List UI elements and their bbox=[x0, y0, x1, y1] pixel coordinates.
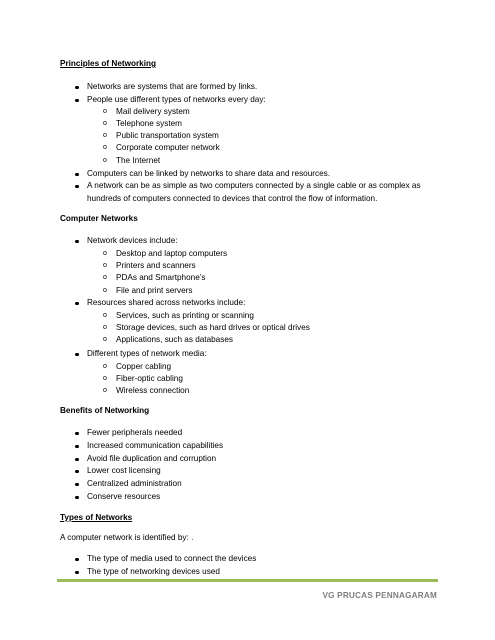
sub-bullet-item: o Applications, such as databases bbox=[116, 334, 233, 347]
heading-principles: Principles of Networking bbox=[60, 59, 156, 68]
bullet-item: The type of networking devices used bbox=[87, 566, 220, 579]
sub-bullet-item: o Desktop and laptop computers bbox=[116, 248, 227, 261]
bullet-item: Network devices include: bbox=[87, 235, 178, 248]
bullet-item: Increased communication capabilities bbox=[87, 440, 223, 453]
footer-text: VG PRUCAS PENNAGARAM bbox=[322, 591, 437, 600]
bullet-item: A network can be as simple as two computers connected by a single cable or as complex as hundreds of computers connected to devices that control the flow of information. bbox=[87, 180, 427, 205]
footer-divider bbox=[57, 579, 438, 582]
sub-bullet-item: o Copper cabling bbox=[116, 361, 171, 374]
bullet-item: People use different types of networks every day: bbox=[87, 94, 266, 107]
heading-types: Types of Networks bbox=[60, 513, 133, 522]
sub-bullet-item: o Mail delivery system bbox=[116, 106, 190, 119]
bullet-item: Networks are systems that are formed by links. bbox=[87, 81, 257, 94]
bullet-item: Different types of network media: bbox=[87, 348, 207, 361]
bullet-item: Conserve resources bbox=[87, 491, 160, 504]
sub-bullet-item: o Printers and scanners bbox=[116, 260, 196, 273]
sub-bullet-item: o The Internet bbox=[116, 155, 160, 168]
bullet-item: Computers can be linked by networks to share data and resources. bbox=[87, 168, 330, 181]
bullet-item: Resources shared across networks include: bbox=[87, 297, 245, 310]
bullet-item: Avoid file duplication and corruption bbox=[87, 453, 216, 466]
sub-bullet-item: o Services, such as printing or scanning bbox=[116, 310, 254, 323]
heading-benefits: Benefits of Networking bbox=[60, 406, 150, 415]
bullet-item: Centralized administration bbox=[87, 478, 182, 491]
intro-text: A computer network is identified by: . bbox=[60, 533, 194, 542]
sub-bullet-item: o Public transportation system bbox=[116, 130, 219, 143]
bullet-item: Lower cost licensing bbox=[87, 465, 161, 478]
sub-bullet-item: o Corporate computer network bbox=[116, 142, 220, 155]
heading-computer-networks: Computer Networks bbox=[60, 214, 138, 223]
sub-bullet-item: o Wireless connection bbox=[116, 385, 189, 398]
bullet-item: Fewer peripherals needed bbox=[87, 427, 182, 440]
sub-bullet-item: o File and print servers bbox=[116, 285, 192, 298]
sub-bullet-item: o Storage devices, such as hard drives or optical drives bbox=[116, 322, 310, 335]
bullet-item: The type of media used to connect the devices bbox=[87, 553, 256, 566]
sub-bullet-item: o PDAs and Smartphone’s bbox=[116, 272, 206, 285]
sub-bullet-item: o Fiber-optic cabling bbox=[116, 373, 183, 386]
sub-bullet-item: o Telephone system bbox=[116, 118, 182, 131]
